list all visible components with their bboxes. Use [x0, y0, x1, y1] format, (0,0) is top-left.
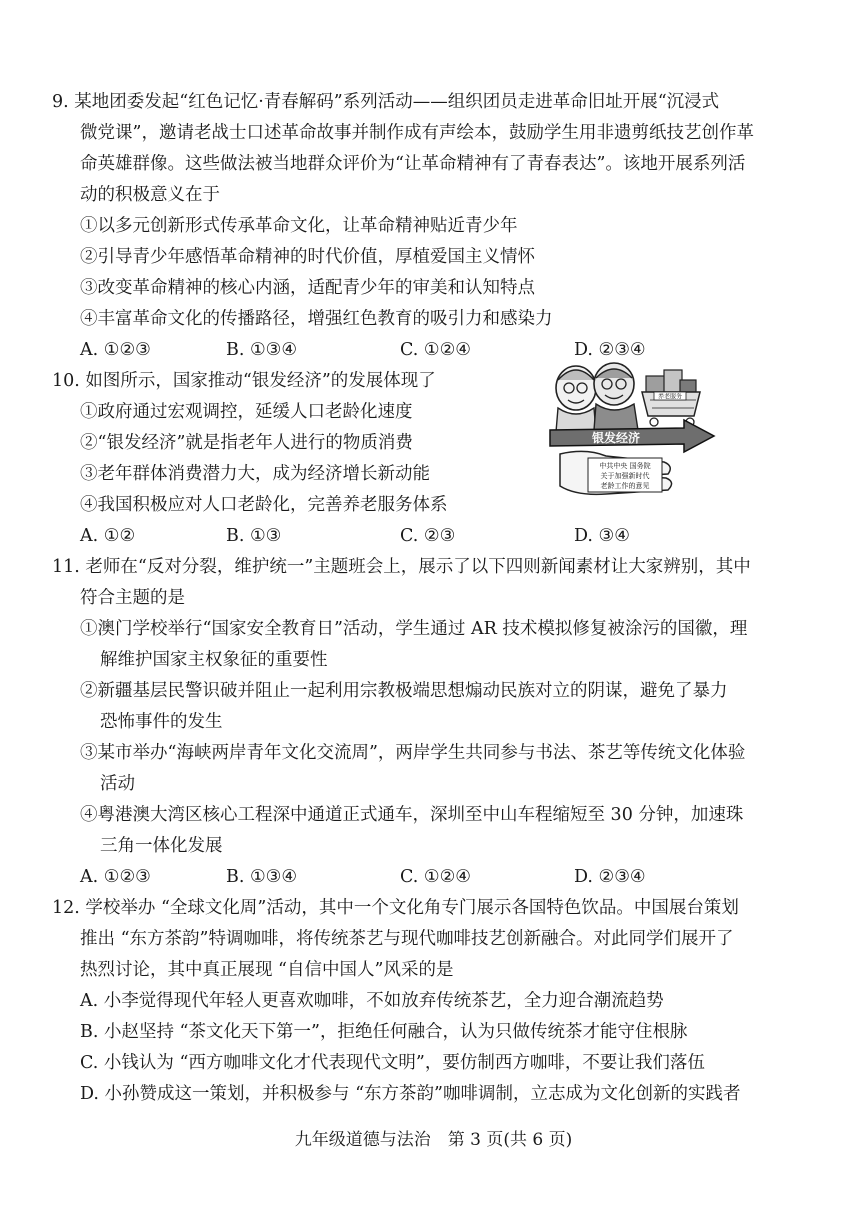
q11-item-1-line-1: ①澳门学校举行“国家安全教育日”活动，学生通过 AR 技术模拟修复被涂污的国徽，理	[80, 619, 748, 639]
q9-item-2: ②引导青少年感悟革命精神的时代价值，厚植爱国主义情怀	[80, 247, 535, 267]
shopping-cart-icon	[642, 370, 700, 426]
q10-item-1: ①政府通过宏观调控，延缓人口老龄化速度	[80, 402, 413, 422]
q9-item-3: ③改变革命精神的核心内涵，适配青少年的审美和认知特点	[80, 278, 535, 298]
q10-option-c[interactable]: C. ②③	[400, 526, 456, 546]
q11-item-4-line-1: ④粤港澳大湾区核心工程深中通道正式通车，深圳至中山车程缩短至 30 分钟，加速珠	[80, 805, 744, 825]
silver-economy-cartoon	[546, 362, 722, 504]
q9-item-4: ④丰富革命文化的传播路径，增强红色教育的吸引力和感染力	[80, 309, 553, 329]
arrow-label: 银发经济	[591, 431, 641, 445]
document-line-2: 关于加强新时代	[600, 472, 650, 480]
document-line-3: 老龄工作的意见	[600, 482, 650, 490]
q11-item-3-line-2: 活动	[100, 774, 135, 794]
q12-option-a[interactable]: A. 小李觉得现代年轻人更喜欢咖啡，不如放弃传统茶艺，全力迎合潮流趋势	[80, 991, 664, 1011]
q9-stem-line-3: 命英雄群像。这些做法被当地群众评价为“让革命精神有了青春表达”。该地开展系列活	[80, 154, 746, 174]
q11-option-c[interactable]: C. ①②④	[400, 867, 471, 887]
q9-option-a[interactable]: A. ①②③	[80, 340, 151, 360]
q10-option-a[interactable]: A. ①②	[80, 526, 136, 546]
q11-option-d[interactable]: D. ②③④	[574, 867, 646, 887]
q11-stem-line-1: 11. 老师在“反对分裂，维护统一”主题班会上，展示了以下四则新闻素材让大家辨别，其中	[52, 557, 751, 577]
q9-item-1: ①以多元创新形式传承革命文化，让革命精神贴近青少年	[80, 216, 518, 236]
q12-option-c[interactable]: C. 小钱认为 “西方咖啡文化才代表现代文明”，要仿制西方咖啡，不要让我们落伍	[80, 1053, 705, 1073]
page-footer: 九年级道德与法治 第 3 页(共 6 页)	[294, 1130, 573, 1150]
q9-stem-line-2: 微党课”，邀请老战士口述革命故事并制作成有声绘本，鼓励学生用非遗剪纸技艺创作革	[80, 123, 754, 143]
q9-option-b[interactable]: B. ①③④	[226, 340, 298, 360]
q11-options	[80, 866, 700, 888]
document-line-1: 中共中央 国务院	[599, 462, 651, 470]
q12-option-b[interactable]: B. 小赵坚持 “茶文化天下第一”，拒绝任何融合，认为只做传统茶才能守住根脉	[80, 1022, 688, 1042]
q11-option-a[interactable]: A. ①②③	[80, 867, 151, 887]
q9-options	[80, 339, 700, 361]
q11-item-2-line-2: 恐怖事件的发生	[100, 712, 223, 732]
q10-stem: 10. 如图所示，国家推动“银发经济”的发展体现了	[52, 371, 436, 391]
q12-stem-line-3: 热烈讨论，其中真正展现 “自信中国人”风采的是	[80, 960, 454, 980]
q12-stem-line-2: 推出 “东方茶韵”特调咖啡，将传统茶艺与现代咖啡技艺创新融合。对此同学们展开了	[80, 929, 734, 949]
q10-item-4: ④我国积极应对人口老龄化，完善养老服务体系	[80, 495, 448, 515]
q9-option-d[interactable]: D. ②③④	[574, 340, 646, 360]
q11-item-1-line-2: 解维护国家主权象征的重要性	[100, 650, 328, 670]
q10-options	[80, 525, 700, 547]
q11-item-4-line-2: 三角一体化发展	[100, 836, 223, 856]
q11-stem-line-2: 符合主题的是	[80, 588, 185, 608]
q10-option-b[interactable]: B. ①③	[226, 526, 282, 546]
q12-stem-line-1: 12. 学校举办 “全球文化周”活动，其中一个文化角专门展示各国特色饮品。中国展台策划	[52, 898, 739, 918]
q9-option-c[interactable]: C. ①②④	[400, 340, 471, 360]
q10-option-d[interactable]: D. ③④	[574, 526, 630, 546]
cart-label: 养老服务	[657, 393, 683, 401]
elderly-woman-figure	[556, 366, 596, 432]
q10-item-3: ③老年群体消费潜力大，成为经济增长新动能	[80, 464, 430, 484]
q12-option-d[interactable]: D. 小孙赞成这一策划，并积极参与 “东方茶韵”咖啡调制，立志成为文化创新的实践者	[80, 1084, 741, 1104]
elderly-man-figure	[594, 363, 638, 430]
hand-holding-document	[560, 451, 672, 494]
q9-stem-line-4: 动的积极意义在于	[80, 185, 220, 205]
q9-stem-line-1: 9. 某地团委发起“红色记忆·青春解码”系列活动——组织团员走进革命旧址开展“沉浸式	[52, 92, 720, 112]
q10-item-2: ②“银发经济”就是指老年人进行的物质消费	[80, 433, 413, 453]
q11-option-b[interactable]: B. ①③④	[226, 867, 298, 887]
q11-item-3-line-1: ③某市举办“海峡两岸青年文化交流周”，两岸学生共同参与书法、茶艺等传统文化体验	[80, 743, 746, 763]
q11-item-2-line-1: ②新疆基层民警识破并阻止一起利用宗教极端思想煽动民族对立的阴谋，避免了暴力	[80, 681, 728, 701]
